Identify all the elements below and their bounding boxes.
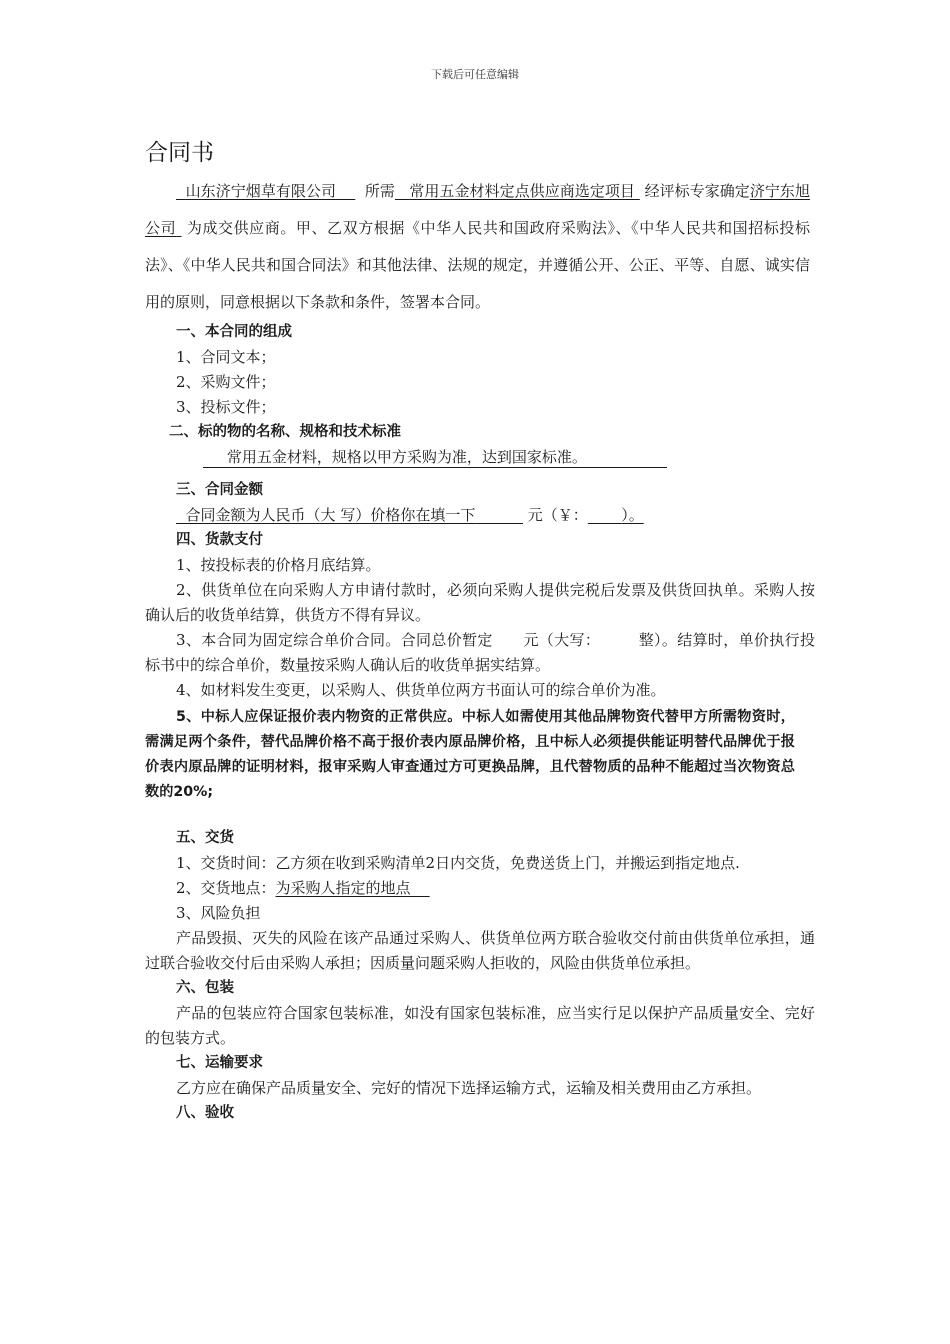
project-name: 常用五金材料定点供应商选定项目 (409, 182, 635, 200)
section-2-line: 常用五金材料，规格以甲方采购为准，达到国家标准。 (203, 447, 667, 468)
payment-clause-5: 5、中标人应保证报价表内物资的正常供应。中标人如需使用其他品牌物资代替甲方所需物资时，需满足两个条件，替代品牌价格不高于报价表内原品牌价格，且中标人必须提供能证明替代品牌优于报价表内原品牌的证明材料，报审采购人审查通过方可更换品牌，且代替物质的品种不能超过当次物资总数的20%; (145, 709, 795, 800)
risk-clause: 产品毁损、灭失的风险在该产品通过采购人、供货单位两方联合验收交付前由供货单位承担，通过联合验收交付后由采购人承担；因质量问题采购人拒收的，风险由供货单位承担。 (145, 929, 815, 972)
contract-amount-figure (588, 506, 621, 524)
section-4-heading: 四、货款支付 (176, 532, 263, 548)
section-8-heading: 八、验收 (176, 1105, 234, 1121)
payment-clause-2: 2、供货单位在向采购人方申请付款时，必须向采购人提供完税后发票及供货回执单。采购人按确认后的收货单结算，供货方不得有异议。 (145, 581, 815, 624)
section-1-heading: 一、本合同的组成 (176, 324, 292, 340)
section-7-heading: 七、运输要求 (176, 1055, 263, 1071)
intro-text-1: 所需 (364, 182, 395, 200)
delivery-place: 2、交货地点：为采购人指定的地点 (145, 876, 815, 901)
section-1-item: 1、合同文本； (176, 348, 276, 366)
contract-amount-words: 合同金额为人民币（大 写）价格你在填一下 (185, 506, 476, 524)
packaging-clause: 产品的包装应符合国家包装标准，如没有国家包装标准，应当实行足以保护产品质量安全、完好的包装方式。 (145, 1004, 815, 1047)
header-note: 下载后可任意编辑 (431, 68, 519, 81)
section-2-heading: 二、标的物的名称、规格和技术标准 (169, 424, 401, 440)
document-title: 合同书 (145, 140, 214, 166)
delivery-place-value: 为采购人指定的地点 (275, 879, 411, 897)
section-5-heading: 五、交货 (176, 830, 234, 846)
transport-clause: 乙方应在确保产品质量安全、完好的情况下选择运输方式，运输及相关费用由乙方承担。 (176, 1079, 762, 1097)
section-1-item: 3、投标文件； (176, 398, 276, 416)
section-3 (145, 478, 815, 703)
payment-clause-1: 1、按投标表的价格月底结算。 (176, 556, 381, 574)
payment-clause-4: 4、如材料发生变更，以采购人、供货单位两方书面认可的综合单价为准。 (176, 681, 666, 699)
delivery-time: 1、交货时间：乙方须在收到采购清单2日内交货，免费送货上门，并搬运到指定地点. (176, 854, 740, 872)
contract-amount-unit: 元（￥： (527, 506, 588, 524)
intro-text-3: 为成交供应商。甲、乙双方根据《中华人民共和国政府采购法》、《中华人民共和国招标投标法》、《中华人民共和国合同法》和其他法律、法规的规定，并遵循公开、公正、平等、自愿、诚实信用的原则，同意根据以下条款和条件，签署本合同。 (145, 219, 810, 311)
section-5 (145, 826, 815, 1126)
contract-amount-close: ）。 (621, 506, 644, 524)
section-6-heading: 六、包装 (176, 980, 234, 996)
risk-heading: 3、风险负担 (176, 904, 261, 922)
section-1-item: 2、采购文件； (176, 373, 276, 391)
section-1 (145, 320, 815, 470)
payment-clause-3: 3、本合同为固定综合单价合同。合同总价暂定 元（大写： 整）。结算时，单价执行投标书中的综合单价，数量按采购人确认后的收货单据实结算。 (145, 631, 815, 674)
buyer-name: 山东济宁烟草有限公司 (185, 182, 337, 200)
intro-paragraph (145, 173, 810, 321)
intro-text-2: 经评标专家确定 (644, 182, 750, 200)
supplier-name: 济宁东旭公司 (145, 182, 810, 237)
section-3-heading: 三、合同金额 (176, 482, 263, 498)
